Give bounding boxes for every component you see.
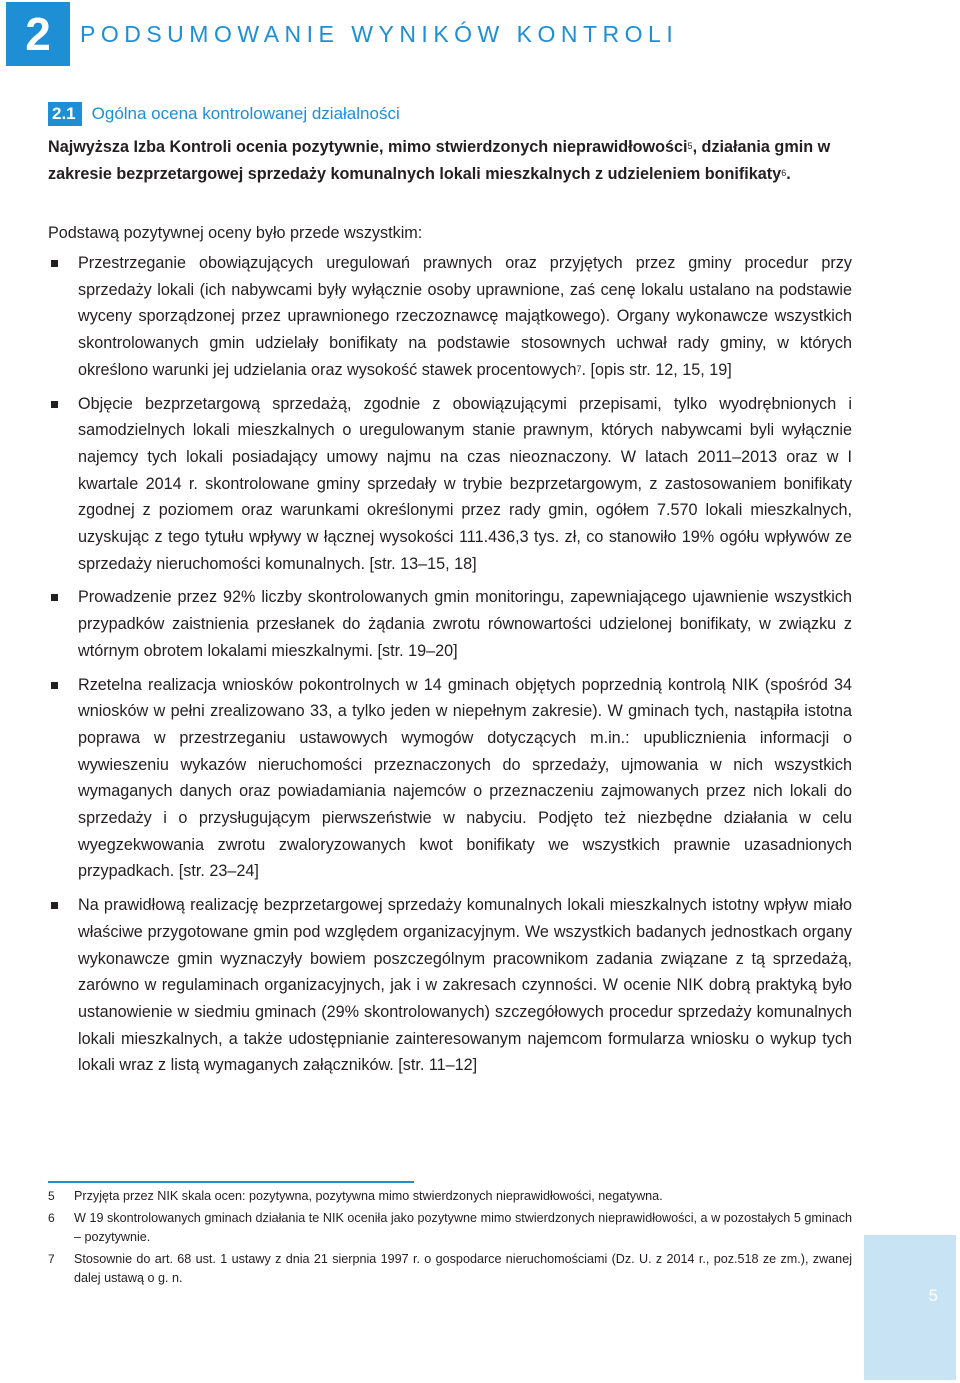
intro-sentence: Podstawą pozytywnej oceny było przede wszystkim:: [48, 224, 423, 242]
list-item: [48, 584, 852, 664]
footnote-number: 7: [48, 1252, 55, 1266]
footnote-ref-5[interactable]: 5: [687, 141, 693, 151]
square-bullet-icon: [51, 401, 58, 408]
section-number: 2.1: [48, 102, 82, 126]
footnote-number: 6: [48, 1211, 55, 1225]
footnote-divider: [48, 1181, 414, 1183]
footnote-text: Przyjęta przez NIK skala ocen: pozytywna, pozytywna mimo stwierdzonych nieprawidłowości, negatywna.: [74, 1189, 663, 1203]
footnote-text: Stosownie do art. 68 ust. 1 ustawy z dnia 21 sierpnia 1997 r. o gospodarce nieruchomościami (Dz. U. z 2014 r., poz.518 ze zm.), zwanej dalej ustawą o g. n.: [74, 1252, 852, 1285]
lead-text-3: .: [786, 164, 791, 183]
section-heading: [48, 102, 400, 126]
square-bullet-icon: [51, 594, 58, 601]
list-item-text: Prowadzenie przez 92% liczby skontrolowanych gmin monitoringu, zapewniającego ujawnienie wszystkich przypadków zaistnienia przesłanek do żądania zwrotu równowartości udzielonej bonifikaty, w związku z wtórnym obrotem lokalami mieszkalnymi. [str. 19–20]: [78, 588, 852, 660]
footnote: [48, 1209, 852, 1247]
footnote-ref-7[interactable]: 7: [576, 363, 582, 374]
square-bullet-icon: [51, 902, 58, 909]
findings-list: [48, 250, 852, 1086]
list-item: [48, 250, 852, 384]
footnote-ref-6[interactable]: 6: [781, 167, 787, 178]
chapter-title: PODSUMOWANIE WYNIKÓW KONTROLI: [80, 21, 679, 47]
list-item-text: Objęcie bezprzetargową sprzedażą, zgodnie z obowiązującymi przepisami, tylko wyodrębnionych i samodzielnych lokali mieszkalnych o uregulowanym stanie prawnym, których nabywcami byli wyłącznie najemcy tych lokali posiadający umowy najmu na czas nieoznaczony. W latach 2011–2013 oraz w I kwartale 2014 r. skontrolowane gminy sprzedały w trybie bezprzetargowym, z zastosowaniem bonifikaty zgodnej z poziomem oraz warunkami określonymi przez rady gmin, ogółem 7.570 lokali mieszkalnych, uzyskując z tego tytułu wpływy w łącznej wysokości 111.436,3 tys. zł, co stanowiło 19% ogółu wpływów ze sprzedaży nieruchomości komunalnych. [str. 13–15, 18]: [78, 394, 852, 573]
lead-paragraph: [48, 134, 852, 187]
footnote: [48, 1187, 852, 1206]
list-item: [48, 391, 852, 578]
footnote-number: 5: [48, 1189, 55, 1203]
chapter-number-box: [6, 2, 70, 66]
list-item-text: Na prawidłową realizację bezprzetargowej sprzedaży komunalnych lokali mieszkalnych istotny wpływ miało właściwe przygotowane gmin pod względem organizacyjnym. We wszystkich badanych jednostkach organy wykonawcze gmin wyznaczyły bowiem poszczególnym pracownikom zadania związane z tą sprzedażą, zarówno w regulaminach organizacyjnych, jak i w zakresach czynności. W ocenie NIK dobrą praktyką było ustanowienie w siedmiu gminach (29% skontrolowanych) szczegółowych procedur sprzedaży komunalnych lokali mieszkalnych, a także udostępnianie zainteresowanym najemcom formularza wniosku o wykup tych lokali wraz z listą wymaganych załączników. [str. 11–12]: [78, 896, 852, 1075]
square-bullet-icon: [51, 682, 58, 689]
footnotes: [48, 1187, 852, 1291]
list-item-text: Przestrzeganie obowiązujących uregulowań prawnych oraz przyjętych przez gminy procedur przy sprzedaży lokali (ich nabywcami były wyłącznie osoby uprawnione, zaś cenę lokalu ustalano na podstawie wyceny sporządzonej przez uprawnionego rzeczoznawcę majątkowego). Organy wykonawcze wszystkich skontrolowanych gmin udzielały bonifikaty na podstawie stosownych uchwał rady gminy, w których określono warunki jej udzielania oraz wysokość stawek procentowych: [78, 254, 852, 379]
footnote: [48, 1250, 852, 1288]
list-item-text: Rzetelna realizacja wniosków pokontrolnych w 14 gminach objętych poprzednią kontrolą NIK (spośród 34 wniosków w pełni zrealizowano 33, a tylko jeden w niepełnym zakresie). W gminach tych, nastąpiła istotna poprawa w przestrzeganiu ustawowych wymogów dotyczących m.in.: upublicznienia informacji o wywieszeniu wykazów nieruchomości przeznaczonych do sprzedaży, ujmowania w nich wszystkich wymaganych danych oraz powiadamiania najemców o przeznaczeniu zajmowanych przez nich lokali do sprzedaży i o przysługującym pierwszeństwie w nabyciu. Podjęto też niezbędne działania w celu wyegzekwowania zwrotu zwaloryzowanych kwot bonifikaty we wszystkich prawnie uzasadnionych przypadkach. [str. 23–24]: [78, 675, 852, 881]
lead-text-2: , działania gmin w zakresie bezprzetargowej sprzedaży komunalnych lokali mieszkalnych z udzieleniem bonifikaty: [48, 138, 831, 183]
lead-text-1: Najwyższa Izba Kontroli ocenia pozytywnie, mimo stwierdzonych nieprawidłowości: [48, 138, 688, 156]
square-bullet-icon: [51, 260, 58, 267]
footnote-text: W 19 skontrolowanych gminach działania te NIK oceniła jako pozytywne mimo stwierdzonych nieprawidłowości, a w pozostałych 5 gminach – pozytywnie.: [74, 1211, 852, 1244]
section-title: Ogólna ocena kontrolowanej działalności: [91, 104, 400, 123]
list-item: [48, 672, 852, 886]
list-item: [48, 892, 852, 1079]
page-number-box: [864, 1235, 956, 1380]
page-number: 5: [928, 1286, 938, 1305]
chapter-number: 2: [25, 8, 51, 60]
list-item-text-end: . [opis str. 12, 15, 19]: [581, 360, 732, 379]
